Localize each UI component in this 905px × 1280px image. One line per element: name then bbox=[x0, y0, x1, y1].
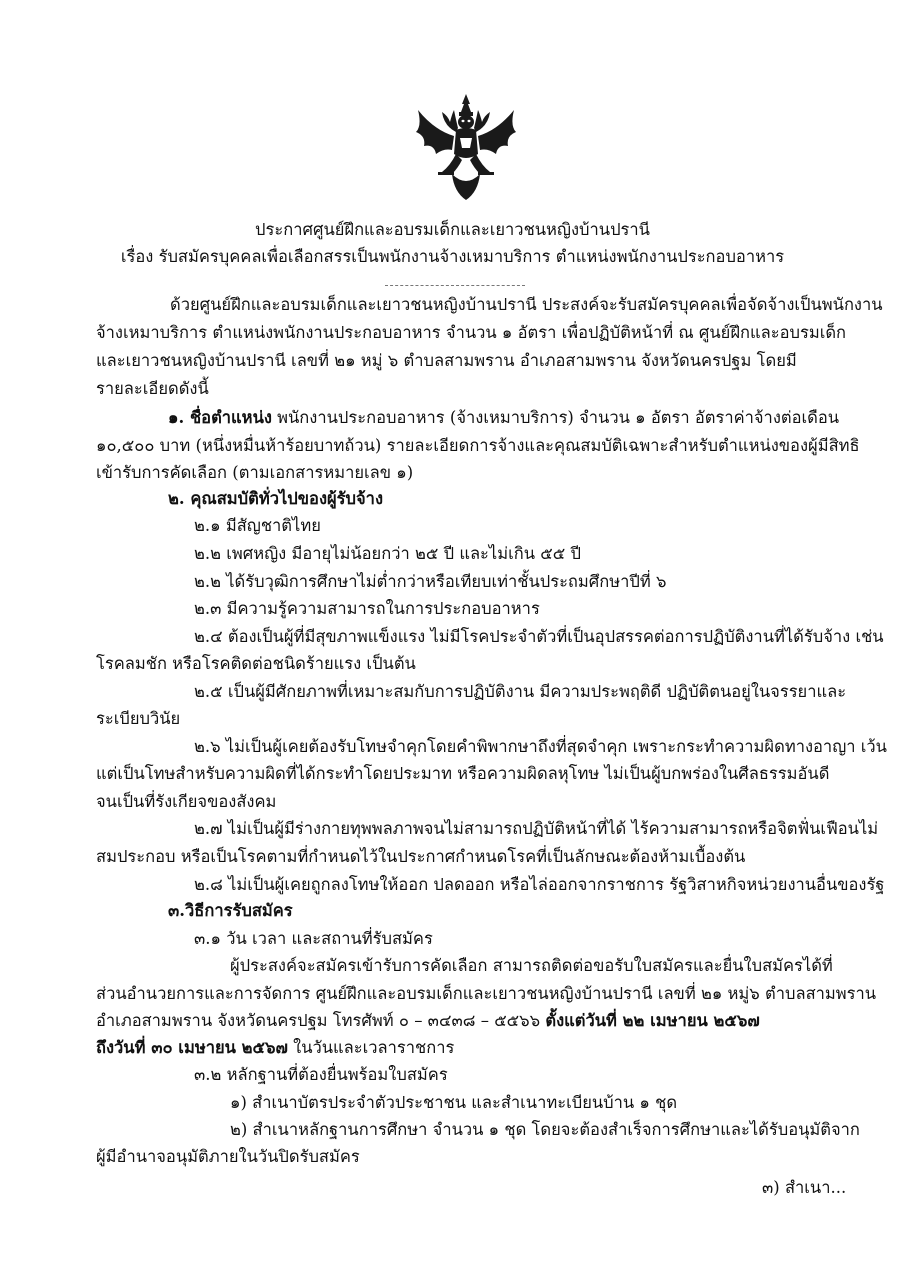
qualification-2-6-line-1: ๒.๖ ไม่เป็นผู้เคยต้องรับโทษจำคุกโดยคำพิพากษาถึงที่สุดจำคุก เพราะกระทำความผิดทางอาญา เว้น bbox=[194, 737, 887, 756]
contact-phone-text: อำเภอสามพราน จังหวัดนครปฐม โทรศัพท์ ๐ – ๓๔๓๘ – ๕๕๖๖ bbox=[96, 1011, 541, 1030]
section-3-heading: ๓.วิธีการรับสมัคร bbox=[168, 901, 293, 920]
qualification-2-7-line-1: ๒.๗ ไม่เป็นผู้มีร่างกายทุพพลภาพจนไม่สามารถปฏิบัติหน้าที่ได้ ไร้ความสามารถหรือจิตฟั่นเฟือนไม่ bbox=[194, 819, 879, 838]
intro-line-2: จ้างเหมาบริการ ตำแหน่งพนักงานประกอบอาหาร จำนวน ๑ อัตรา เพื่อปฏิบัติหน้าที่ ณ ศูนย์ฝึกและอบรมเด็ก bbox=[96, 323, 847, 342]
qualification-2-6-line-3: จนเป็นที่รังเกียจของสังคม bbox=[96, 792, 277, 811]
section-2-heading: ๒. คุณสมบัติทั่วไปของผู้รับจ้าง bbox=[168, 489, 383, 508]
qualification-2-4-line-2: โรคลมชัก หรือโรคติดต่อชนิดร้ายแรง เป็นต้น bbox=[96, 654, 416, 673]
application-line-3 bbox=[96, 1010, 760, 1032]
subsection-3-1: ๓.๑ วัน เวลา และสถานที่รับสมัคร bbox=[194, 929, 433, 948]
document-item-1: ๑) สำเนาบัตรประจำตัวประชาชน และสำเนาทะเบียนบ้าน ๑ ชุด bbox=[230, 1093, 678, 1112]
start-date: ตั้งแต่วันที่ ๒๒ เมษายน ๒๕๖๗ bbox=[545, 1011, 760, 1030]
qualification-2-2b: ๒.๒ ได้รับวุฒิการศึกษาไม่ต่ำกว่าหรือเทียบเท่าชั้นประถมศึกษาปีที่ ๖ bbox=[194, 572, 667, 591]
section-1-text: พนักงานประกอบอาหาร (จ้างเหมาบริการ) จำนวน ๑ อัตรา อัตราค่าจ้างต่อเดือน bbox=[277, 408, 840, 427]
announcement-subject: เรื่อง รับสมัครบุคคลเพื่อเลือกสรรเป็นพนักงานจ้างเหมาบริการ ตำแหน่งพนักงานประกอบอาหาร bbox=[120, 247, 785, 266]
qualification-2-1: ๒.๑ มีสัญชาติไทย bbox=[194, 516, 321, 535]
qualification-2-3: ๒.๓ มีความรู้ความสามารถในการประกอบอาหาร bbox=[194, 599, 540, 618]
qualification-2-5-line-2: ระเบียบวินัย bbox=[96, 709, 181, 728]
subsection-3-2: ๓.๒ หลักฐานที่ต้องยื่นพร้อมใบสมัคร bbox=[194, 1065, 448, 1084]
section-1-line-3: เข้ารับการคัดเลือก (ตามเอกสารหมายเลข ๑) bbox=[96, 463, 414, 482]
announcement-title: ประกาศศูนย์ฝึกและอบรมเด็กและเยาวชนหญิงบ้านปรานี bbox=[255, 220, 650, 239]
application-line-1: ผู้ประสงค์จะสมัครเข้ารับการคัดเลือก สามารถติดต่อขอรับใบสมัครและยื่นใบสมัครได้ที่ bbox=[230, 956, 833, 975]
qualification-2-5-line-1: ๒.๕ เป็นผู้มีศักยภาพที่เหมาะสมกับการปฏิบัติงาน มีความประพฤติดี ปฏิบัติตนอยู่ในจรรยาและ bbox=[194, 682, 847, 701]
end-date: ถึงวันที่ ๓๐ เมษายน ๒๕๖๗ bbox=[96, 1038, 288, 1057]
application-line-4 bbox=[96, 1037, 454, 1059]
qualification-2-4-line-1: ๒.๔ ต้องเป็นผู้ที่มีสุขภาพแข็งแรง ไม่มีโรคประจำตัวที่เป็นอุปสรรคต่อการปฏิบัติงานที่ได้รับจ้าง เช่น bbox=[194, 627, 884, 646]
section-1-heading: ๑. ชื่อตำแหน่ง bbox=[168, 408, 272, 427]
qualification-2-8: ๒.๘ ไม่เป็นผู้เคยถูกลงโทษให้ออก ปลดออก หรือไล่ออกจากราชการ รัฐวิสาหกิจหน่วยงานอื่นของรัฐ bbox=[194, 875, 885, 894]
page-continuation: ๓) สำเนา... bbox=[762, 1178, 847, 1197]
qualification-2-6-line-2: แต่เป็นโทษสำหรับความผิดที่ได้กระทำโดยประมาท หรือความผิดลหุโทษ ไม่เป็นผู้บกพร่องในศีลธรรมอันดี bbox=[96, 764, 830, 783]
garuda-emblem bbox=[412, 92, 520, 204]
application-line-2: ส่วนอำนวยการและการจัดการ ศูนย์ฝึกและอบรมเด็กและเยาวชนหญิงบ้านปรานี เลขที่ ๒๑ หมู่๖ ตำบลสามพราน bbox=[96, 984, 877, 1003]
office-hours-text: ในวันและเวลาราชการ bbox=[293, 1038, 455, 1057]
qualification-2-2: ๒.๒ เพศหญิง มีอายุไม่น้อยกว่า ๒๕ ปี และไม่เกิน ๕๕ ปี bbox=[194, 544, 581, 563]
header-divider bbox=[385, 285, 525, 286]
intro-line-3: และเยาวชนหญิงบ้านปรานี เลขที่ ๒๑ หมู่ ๖ ตำบลสามพราน อำเภอสามพราน จังหวัดนครปฐม โดยมี bbox=[96, 351, 797, 370]
intro-line-4: รายละเอียดดังนี้ bbox=[96, 379, 209, 398]
section-1-line-1 bbox=[168, 407, 839, 429]
document-item-2-line-2: ผู้มีอำนาจอนุมัติภายในวันปิดรับสมัคร bbox=[96, 1147, 360, 1166]
qualification-2-7-line-2: สมประกอบ หรือเป็นโรคตามที่กำหนดไว้ในประกาศกำหนดโรคที่เป็นลักษณะต้องห้ามเบื้องต้น bbox=[96, 847, 746, 866]
section-1-line-2: ๑๐,๕๐๐ บาท (หนึ่งหมื่นห้าร้อยบาทถ้วน) รายละเอียดการจ้างและคุณสมบัติเฉพาะสำหรับตำแหน่งของผู้มีสิทธิ bbox=[96, 436, 860, 455]
intro-line-1: ด้วยศูนย์ฝึกและอบรมเด็กและเยาวชนหญิงบ้านปรานี ประสงค์จะรับสมัครบุคคลเพื่อจัดจ้างเป็นพนักงาน bbox=[170, 295, 883, 314]
document-item-2-line-1: ๒) สำเนาหลักฐานการศึกษา จำนวน ๑ ชุด โดยจะต้องสำเร็จการศึกษาและได้รับอนุมัติจาก bbox=[230, 1120, 860, 1139]
